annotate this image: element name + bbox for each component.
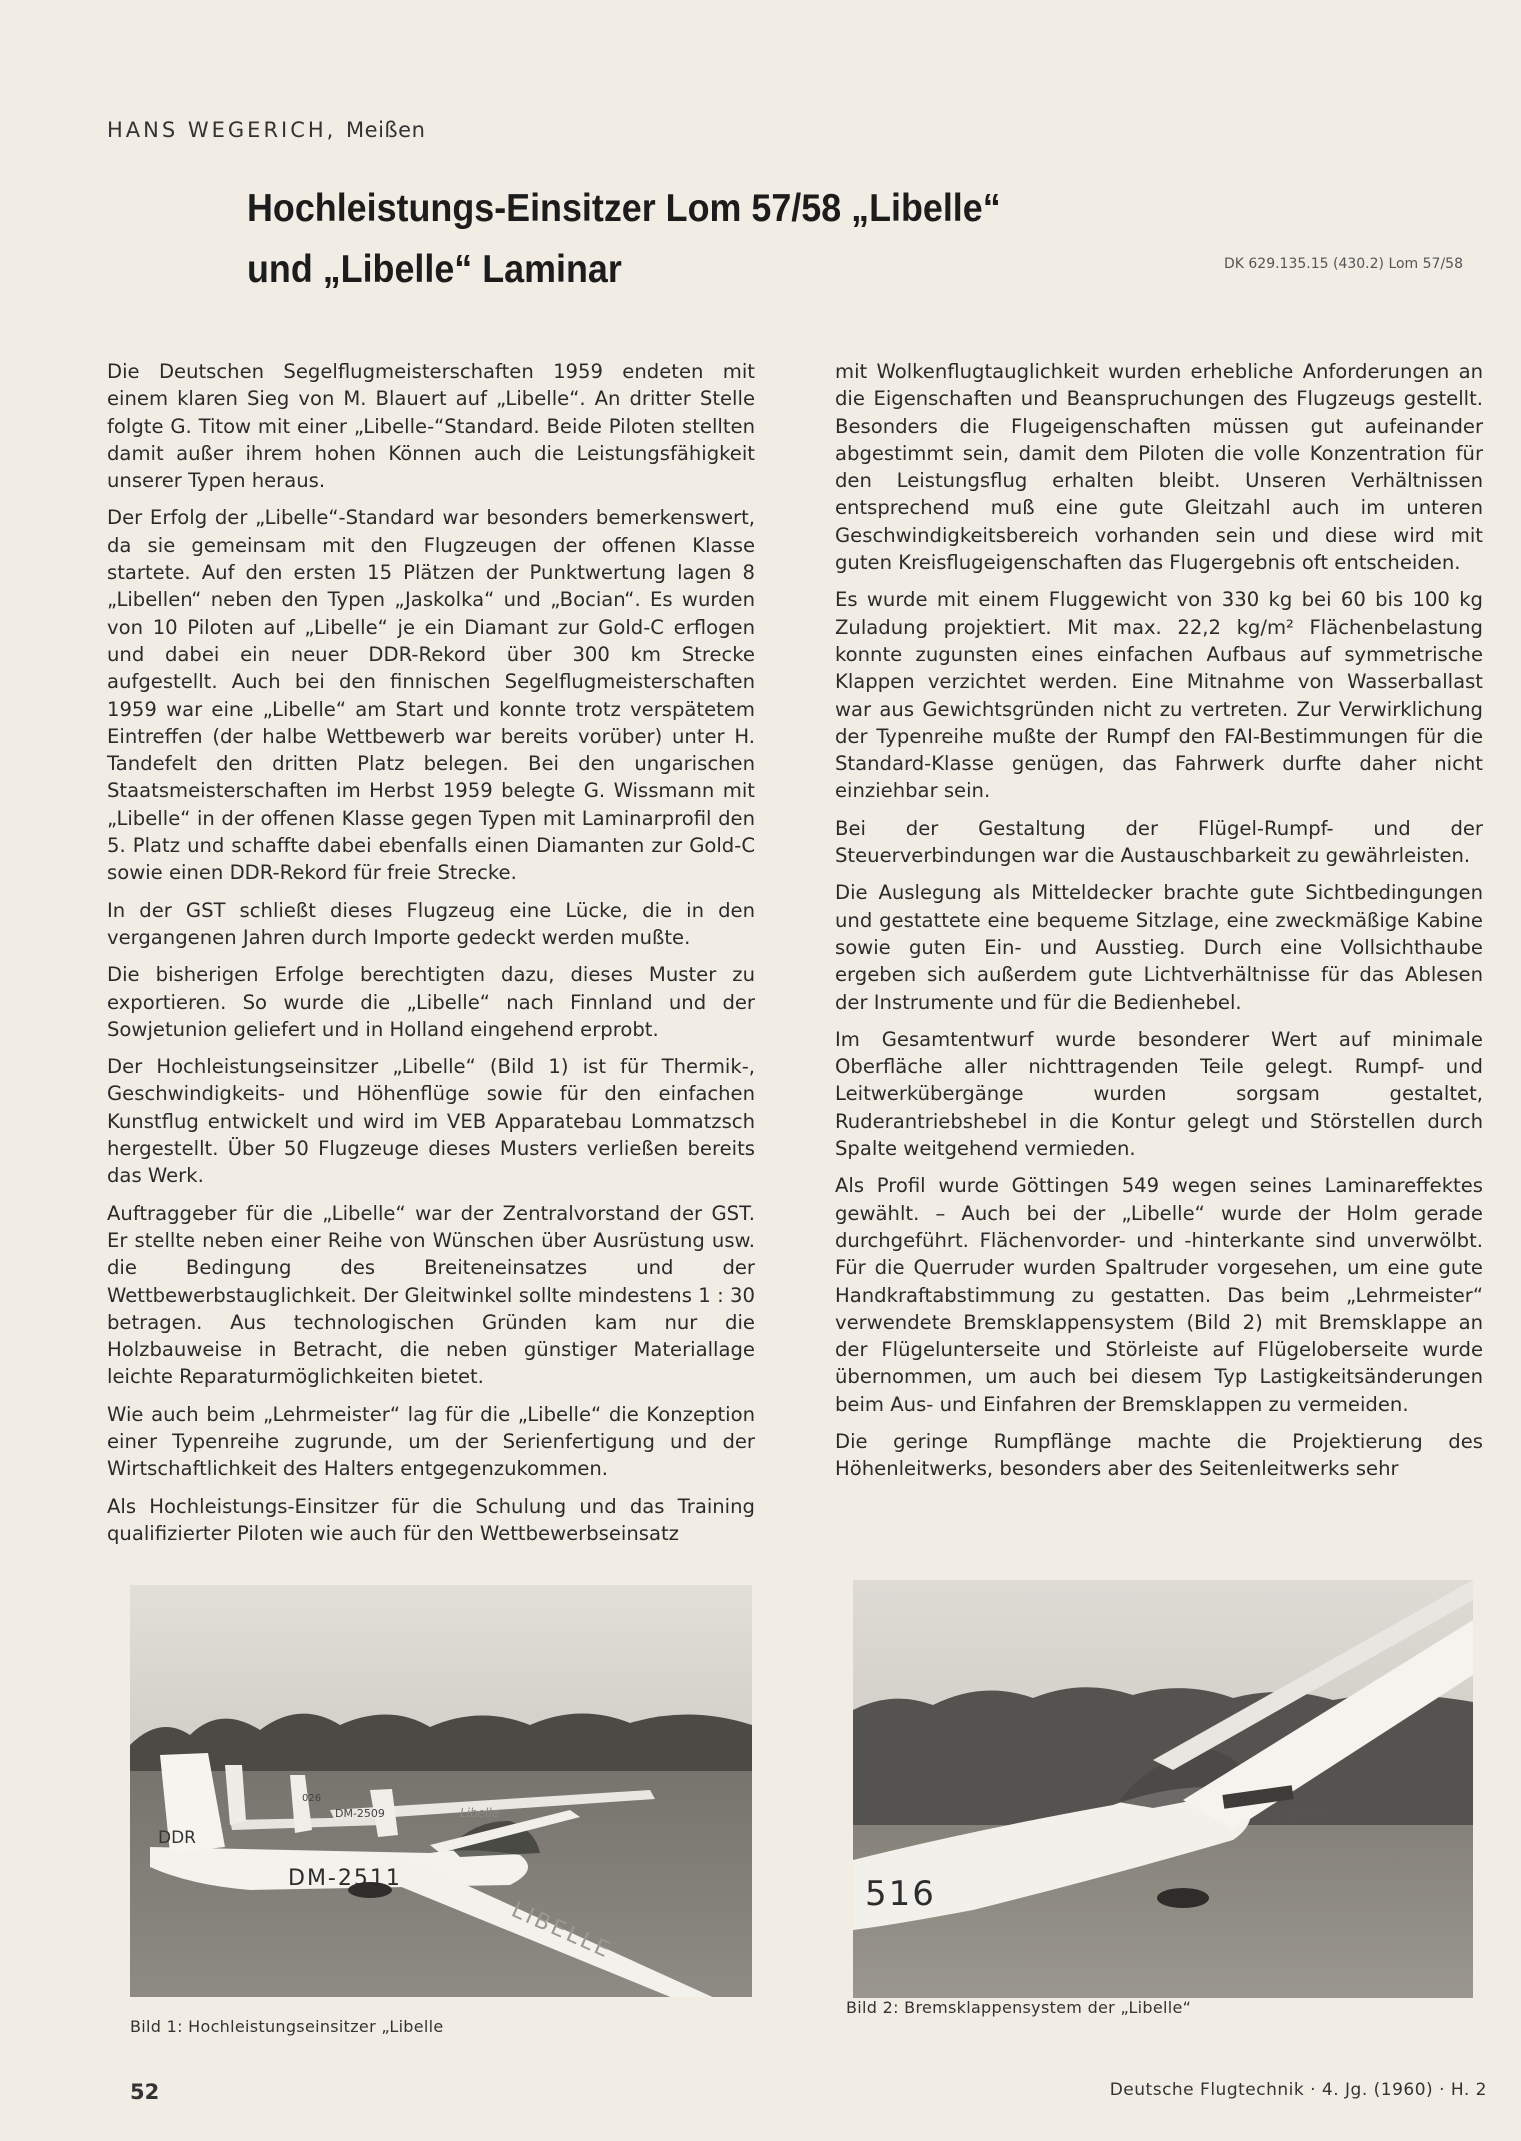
author-name: HANS WEGERICH, [107, 118, 337, 142]
title-line-2: und „Libelle“ Laminar [247, 248, 622, 291]
paragraph: Die bisherigen Erfolge berechtigten dazu, dieses Muster zu exportieren. So wurde die „Libelle“ nach Finnland und der Sowjetunion geliefert und in Holland eingehend erprobt. [107, 963, 755, 1041]
paragraph: Bei der Gestaltung der Flügel-Rumpf- und der Steuerverbindungen war die Austauschbarkeit zu gewährleisten. [835, 816, 1483, 868]
title-line-1: Hochleistungs-Einsitzer Lom 57/58 „Libelle“ [247, 187, 1001, 230]
paragraph: Der Hochleistungseinsitzer „Libelle“ (Bild 1) ist für Thermik-, Geschwindigkeits- und Höhenflüge sowie für den einfachen Kunstflug entwickelt und wird im VEB Apparatebau Lommatzsch hergestellt. Über 50 Flugzeuge dieses Musters verließen bereits das Werk. [107, 1055, 755, 1188]
paragraph: Als Profil wurde Göttingen 549 wegen seines Laminareffektes gewählt. – Auch bei der „Libelle“ wurde der Holm gerade durchgeführt. Flächenvorder- und -hinterkante sind unverwölbt. Für die Querruder wurden Spaltruder vorgesehen, um eine gute Handkraftabstimmung zu gestatten. Das beim „Lehrmeister“ verwendete Bremsklappensystem (Bild 2) mit Bremsklappe an der Flügelunterseite und Störleiste auf Flügeloberseite wurde übernommen, um auch bei diesem Typ Lastigkeitsänderungen beim Aus- und Einfahren der Bremsklappen zu vermeiden. [835, 1174, 1483, 1416]
caption-bild-2: Bild 2: Bremsklappensystem der „Libelle“ [846, 1998, 1192, 2017]
author-line [107, 118, 425, 142]
journal-footer: Deutsche Flugtechnik · 4. Jg. (1960) · H. 2 [1109, 2080, 1487, 2100]
paragraph: Wie auch beim „Lehrmeister“ lag für die „Libelle“ die Konzeption einer Typenreihe zugrunde, um der Serienfertigung und der Wirtschaftlichkeit des Halters entgegenzukommen. [107, 1402, 755, 1481]
page-number: 52 [130, 2080, 160, 2104]
body-script: Libelle [1273, 1805, 1326, 1824]
paragraph: Als Hochleistungs-Einsitzer für die Schulung und das Training qualifizierter Piloten wie auch für den Wettbewerbseinsatz [107, 1494, 755, 1545]
paragraph: Der Erfolg der „Libelle“-Standard war besonders bemerkenswert, da sie gemeinsam mit den Flugzeugen der offenen Klasse startete. Auf den ersten 15 Plätzen der Punktwertung lagen 8 „Libellen“ neben den Typen „Jaskolka“ und „Bocian“. Es wurden von 10 Piloten auf „Libelle“ je ein Diamant zur Gold-C erflogen und dabei ein neuer DDR-Rekord über 300 km Strecke aufgestellt. Auch bei den finnischen Segelflugmeisterschaften 1959 war eine „Libelle“ am Start und konnte trotz verspätetem Eintreffen (der halbe Wettbewerb war bereits vorüber) unter H. Tandefelt den dritten Platz belegen. Bei den ungarischen Staatsmeisterschaften im Herbst 1959 belegte G. Wissmann mit „Libelle“ in der offenen Klasse gegen Typen mit Laminarprofil den 5. Platz und schaffte dabei ebenfalls einen Diamanten zur Gold-C sowie einen DDR-Rekord für freie Strecke. [107, 506, 755, 885]
author-city: Meißen [346, 118, 426, 142]
photo-airbrake-system [853, 1580, 1473, 1998]
paragraph: In der GST schließt dieses Flugzeug eine Lücke, die in den vergangenen Jahren durch Importe gedeckt werden mußte. [107, 898, 755, 949]
registration-main: DM-2511 [288, 1866, 402, 1891]
wing-lettering: LIBELLE [507, 1897, 616, 1965]
tail-mark: DDR [158, 1828, 196, 1848]
body-script: Libelle [460, 1806, 500, 1820]
photo2-illustration [853, 1580, 1473, 1998]
photo1-illustration [130, 1585, 752, 1997]
text-column-right [835, 358, 1483, 1493]
photo-gliders-on-field [130, 1585, 752, 1997]
paragraph: Die Deutschen Segelflugmeisterschaften 1959 endeten mit einem klaren Sieg von M. Blauert auf „Libelle“. An dritter Stelle folgte G. Titow mit einer „Libelle-“Standard. Beide Piloten stellten damit außer ihrem hohen Können auch die Leistungsfähigkeit unserer Typen heraus. [107, 360, 755, 493]
paragraph: Es wurde mit einem Fluggewicht von 330 kg bei 60 bis 100 kg Zuladung projektiert. Mit max. 22,2 kg/m² Flächenbelastung konnte zugunsten eines einfachen Aufbaus auf symmetrische Klappen verzichtet werden. Eine Mitnahme von Wasserballast war aus Gewichtsgründen nicht zu vertreten. Zur Verwirklichung der Typenreihe mußte der Rumpf den FAI-Bestimmungen für die Standard-Klasse genügen, das Fahrwerk durfte daher nicht einziehbar sein. [835, 588, 1483, 803]
paragraph: Im Gesamtentwurf wurde besonderer Wert auf minimale Oberfläche aller nichttragenden Teile gelegt. Rumpf- und Leitwerkübergänge wurden sorgsam gestaltet, Ruderantriebshebel in die Kontur gelegt und Störstellen durch Spalte weitgehend vermieden. [835, 1027, 1483, 1161]
caption-bild-1: Bild 1: Hochleistungseinsitzer „Libelle [130, 2017, 444, 2036]
text-column-left [107, 358, 755, 1557]
article-title [247, 178, 1167, 300]
paragraph: Auftraggeber für die „Libelle“ war der Zentralvorstand der GST. Er stellte neben einer Reihe von Wünschen über Ausrüstung usw. die Bedingung des Breiteneinsatzes und der Wettbewerbstauglichkeit. Der Gleitwinkel sollte mindestens 1 : 30 betragen. Aus technologischen Gründen kam nur die Holzbauweise in Betracht, die neben günstiger Materiallage leichte Reparaturmöglichkeiten bietet. [107, 1201, 755, 1389]
paragraph: mit Wolkenflugtauglichkeit wurden erhebliche Anforderungen an die Eigenschaften und Beanspruchungen des Flugzeugs gestellt. Besonders die Flugeigenschaften müssen gut aufeinander abgestimmt sein, damit dem Piloten die volle Konzentration für den Leistungsflug erhalten bleibt. Unseren Verhältnissen entsprechend muß eine gute Gleitzahl auch im unteren Geschwindigkeitsbereich vorhanden sein und diese wird mit guten Kreisflugeigenschaften das Flugergebnis oft entscheiden. [835, 360, 1483, 575]
paragraph: Die geringe Rumpflänge machte die Projektierung des Höhenleitwerks, besonders aber des Seitenleitwerks sehr [835, 1429, 1483, 1481]
registration-back: DM-2509 [335, 1807, 385, 1820]
paragraph: Die Auslegung als Mitteldecker brachte gute Sichtbedingungen und gestattete eine bequeme Sitzlage, eine zweckmäßige Kabine sowie guten Ein- und Ausstieg. Durch eine Vollsichthaube ergeben sich außerdem gute Lichtverhältnisse für das Ablesen der Instrumente und für die Bedienhebel. [835, 881, 1483, 1014]
number-back: 026 [302, 1793, 322, 1804]
dk-classification: DK 629.135.15 (430.2) Lom 57/58 [1223, 256, 1463, 272]
glider-number: 516 [865, 1874, 936, 1914]
